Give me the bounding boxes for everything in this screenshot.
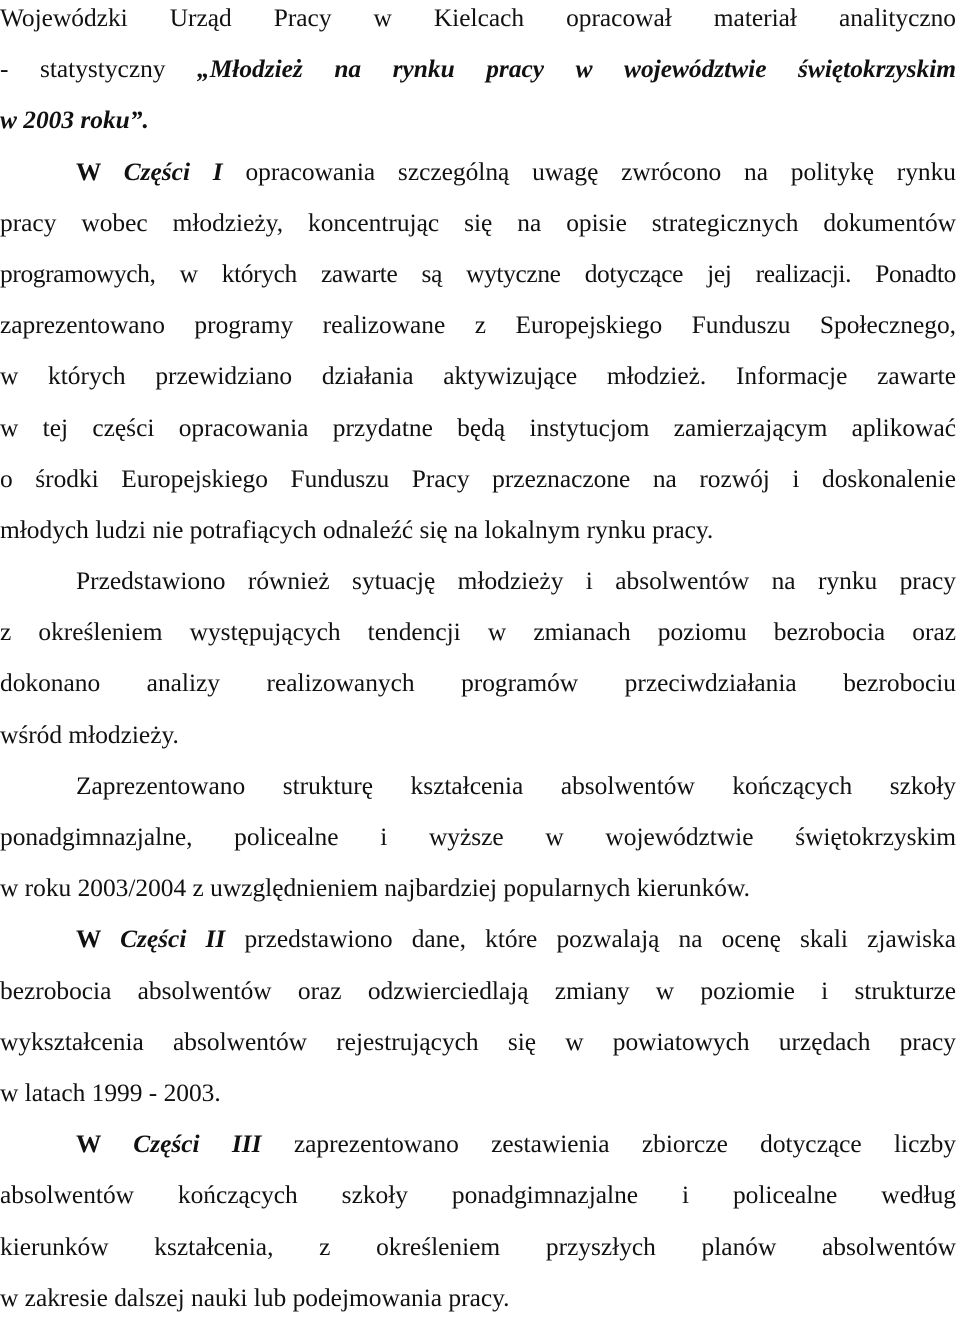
text-line: ponadgimnazjalne, policealne i wyższe w województwie świętokrzyskim (0, 823, 956, 851)
section-reference: Części III (133, 1130, 262, 1159)
text-line (0, 1119, 956, 1170)
text-line: absolwentów kończących szkoły ponadgimnazjalne i policealne według (0, 1181, 956, 1210)
text-line: kierunków kształcenia, z określeniem przyszłych planów absolwentów (0, 1232, 956, 1261)
text-line: w latach 1999 - 2003. (0, 1078, 221, 1107)
text-line: programowych, w których zawarte są wytyczne dotyczące jej realizacji. Ponadto (0, 259, 956, 288)
text-run: przedstawiono dane, które pozwalają na ocenę skali zjawiska (225, 925, 956, 954)
text-run: - statystyczny (0, 55, 197, 84)
text-line (0, 914, 956, 965)
text-run: zaprezentowano zestawienia zbiorcze dotyczące liczby (261, 1130, 957, 1159)
paragraph-part-2 (0, 914, 956, 1119)
paragraph-part-1 (0, 147, 956, 557)
paragraph-education (0, 761, 956, 915)
text-line: dokonano analizy realizowanych programów przeciwdziałania bezrobociu (0, 669, 956, 698)
text-run: W (76, 1130, 134, 1159)
text-line: pracy wobec młodzieży, koncentrując się na opisie strategicznych dokumentów (0, 208, 956, 237)
text-line: Wojewódzki Urząd Pracy w Kielcach opracował materiał analityczno (0, 4, 956, 32)
text-line (0, 95, 956, 146)
text-line: w tej części opracowania przydatne będą instytucjom zamierzającym aplikować (0, 413, 956, 442)
text-line (0, 147, 956, 198)
text-line: w zakresie dalszej nauki lub podejmowania pracy. (0, 1283, 510, 1312)
text-line: bezrobocia absolwentów oraz odzwierciedlają zmiany w poziomie i strukturze (0, 976, 956, 1005)
paragraph-intro (0, 0, 956, 147)
report-title: „Młodzież na rynku pracy w województwie świętokrzyskim (197, 55, 956, 84)
paragraph-part-3 (0, 1119, 956, 1324)
paragraph-situation (0, 556, 956, 761)
text-line: wśród młodzieży. (0, 720, 179, 749)
text-line: Zaprezentowano strukturę kształcenia absolwentów kończących szkoły (76, 771, 956, 800)
text-line: zaprezentowano programy realizowane z Europejskiego Funduszu Społecznego, (0, 311, 956, 340)
text-line: młodych ludzi nie potrafiących odnaleźć się na lokalnym rynku pracy. (0, 515, 714, 544)
text-line (0, 44, 956, 95)
text-run: W (76, 925, 121, 954)
text-line: w roku 2003/2004 z uwzględnieniem najbardziej popularnych kierunków. (0, 874, 750, 903)
report-title: w 2003 roku”. (0, 106, 149, 135)
section-reference: Części II (120, 925, 226, 954)
text-line: Przedstawiono również sytuację młodzieży i absolwentów na rynku pracy (76, 567, 956, 596)
section-reference: Części I (123, 157, 223, 186)
text-line: o środki Europejskiego Funduszu Pracy przeznaczone na rozwój i doskonalenie (0, 464, 956, 493)
text-line: wykształcenia absolwentów rejestrujących się w powiatowych urzędach pracy (0, 1027, 956, 1056)
text-line: z określeniem występujących tendencji w zmianach poziomu bezrobocia oraz (0, 618, 956, 647)
text-run: opracowania szczególną uwagę zwrócono na politykę rynku (222, 157, 956, 186)
text-line: w których przewidziano działania aktywizujące młodzież. Informacje zawarte (0, 362, 956, 391)
text-run: W (76, 157, 124, 186)
